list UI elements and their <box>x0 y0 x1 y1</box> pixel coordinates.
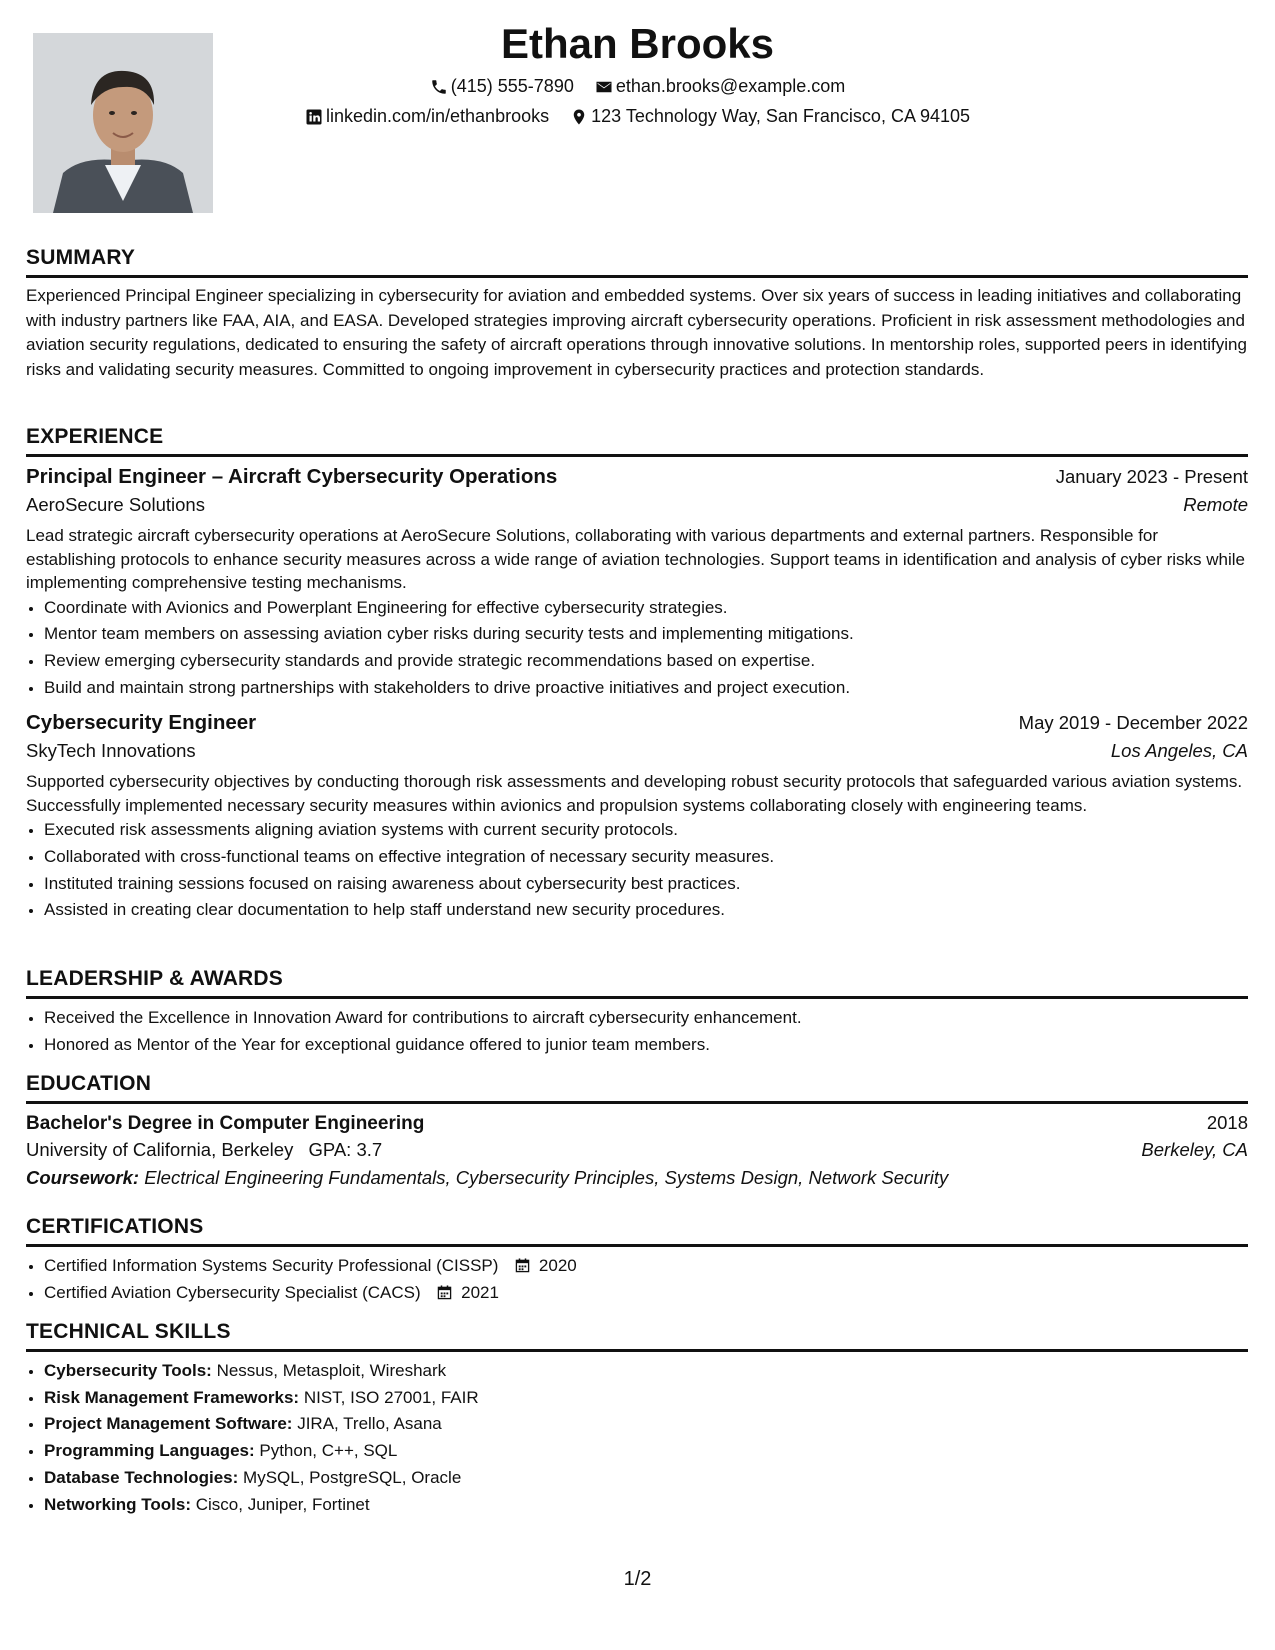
job-title: Principal Engineer – Aircraft Cybersecurity Operations <box>26 465 558 488</box>
list-item <box>44 1358 1248 1385</box>
job-header <box>26 711 1248 735</box>
job-subheader <box>26 494 1248 516</box>
skill-value: MySQL, PostgreSQL, Oracle <box>243 1467 462 1487</box>
education-section <box>26 1071 1248 1189</box>
coursework-label: Coursework: <box>26 1167 140 1188</box>
skill-value: Python, C++, SQL <box>259 1441 398 1461</box>
job-entry <box>26 711 1248 924</box>
list-item: • Review emerging cybersecurity standards and provide strategic recommendations based on expertise. <box>44 648 1248 675</box>
summary-section <box>26 245 1248 382</box>
calendar-icon <box>515 1258 530 1273</box>
list-item: • Executed risk assessments aligning aviation systems with current security protocols. <box>44 817 1248 844</box>
section-title: LEADERSHIP & AWARDS <box>26 966 1248 999</box>
school-location: Berkeley, CA <box>1141 1139 1248 1160</box>
gpa: GPA: 3.7 <box>308 1139 383 1160</box>
school-name: University of California, Berkeley <box>26 1139 294 1160</box>
list-item <box>44 1385 1248 1412</box>
job-company: SkyTech Innovations <box>26 740 196 762</box>
section-title: SUMMARY <box>26 245 1248 278</box>
skills-section <box>26 1319 1248 1518</box>
cert-year: 2020 <box>538 1256 577 1275</box>
list-item: • Received the Excellence in Innovation Award for contributions to aircraft cybersecurity enhancement. <box>44 1005 1248 1032</box>
education-subheader <box>26 1139 1248 1161</box>
address-item <box>570 106 970 127</box>
email-item[interactable] <box>595 76 845 97</box>
job-title: Cybersecurity Engineer <box>26 711 257 735</box>
calendar-icon <box>437 1285 452 1300</box>
skills-list <box>26 1358 1248 1518</box>
phone-icon <box>430 78 448 96</box>
section-title: EDUCATION <box>26 1071 1248 1104</box>
job-location: Los Angeles, CA <box>1110 740 1248 762</box>
skill-label: Programming Languages: <box>44 1441 255 1461</box>
envelope-icon <box>595 78 613 96</box>
experience-section <box>26 424 1248 924</box>
linkedin-item[interactable] <box>305 106 549 127</box>
section-title: TECHNICAL SKILLS <box>26 1319 1248 1352</box>
certifications-section <box>26 1214 1248 1306</box>
list-item <box>44 1411 1248 1438</box>
job-description: Supported cybersecurity objectives by conducting thorough risk assessments and developing robust security protocols that safeguarded various aviation systems. Successfully implemented necessary security measures within avionics and propulsion systems collaborating closely with engineering teams. <box>26 772 1243 815</box>
coursework-line <box>26 1167 1248 1189</box>
graduation-year: 2018 <box>1206 1112 1248 1133</box>
skill-label: Risk Management Frameworks: <box>44 1387 300 1407</box>
skill-label: Cybersecurity Tools: <box>44 1361 212 1380</box>
job-bullets <box>26 817 1248 924</box>
job-company: AeroSecure Solutions <box>26 494 205 515</box>
phone-item <box>430 76 574 97</box>
job-dates: January 2023 - Present <box>1055 466 1248 487</box>
school-line <box>26 1139 382 1161</box>
section-title: CERTIFICATIONS <box>26 1214 1248 1247</box>
skill-value: JIRA, Trello, Asana <box>297 1414 442 1434</box>
map-pin-icon <box>570 108 588 126</box>
skill-value: Cisco, Juniper, Fortinet <box>195 1494 370 1514</box>
certifications-list <box>26 1253 1248 1306</box>
list-item: • Collaborated with cross-functional teams on effective integration of necessary security measures. <box>44 844 1248 871</box>
candidate-name: Ethan Brooks <box>500 20 775 67</box>
linkedin-icon <box>305 108 323 126</box>
email-text[interactable]: ethan.brooks@example.com <box>615 76 846 96</box>
contact-row-2 <box>0 106 1275 131</box>
list-item: • Honored as Mentor of the Year for exceptional guidance offered to junior team members. <box>44 1032 1248 1059</box>
section-title: EXPERIENCE <box>26 424 1248 457</box>
list-item <box>44 1465 1248 1492</box>
cert-name: Certified Information Systems Security Professional (CISSP) <box>44 1256 499 1275</box>
list-item: • Assisted in creating clear documentation to help staff understand new security procedures. <box>44 897 1248 924</box>
list-item: • Instituted training sessions focused on raising awareness about cybersecurity best practices. <box>44 871 1248 898</box>
skill-label: Project Management Software: <box>44 1414 293 1434</box>
leadership-section <box>26 966 1248 1058</box>
job-bullets <box>26 595 1248 702</box>
job-description: Lead strategic aircraft cybersecurity operations at AeroSecure Solutions, collaborating with various departments and external partners. Responsible for establishing protocols to enhance security measures across a wide range of aviation technologies. Support teams in identification and analysis of cyber risks while implementing comprehensive testing mechanisms. <box>26 526 1245 592</box>
job-entry <box>26 465 1248 701</box>
skill-label: Networking Tools: <box>44 1494 192 1514</box>
linkedin-text[interactable]: linkedin.com/in/ethanbrooks <box>325 106 550 126</box>
coursework-text: Electrical Engineering Fundamentals, Cybersecurity Principles, Systems Design, Network Security <box>144 1167 949 1188</box>
job-subheader <box>26 740 1248 762</box>
cert-year: 2021 <box>461 1282 499 1302</box>
phone-text: (415) 555-7890 <box>450 76 574 96</box>
list-item: • Coordinate with Avionics and Powerplant Engineering for effective cybersecurity strategies. <box>44 595 1248 622</box>
list-item <box>44 1253 1248 1280</box>
job-dates: May 2019 - December 2022 <box>1018 712 1248 734</box>
list-item: • Mentor team members on assessing aviation cyber risks during security tests and implementing mitigations. <box>44 621 1248 648</box>
summary-text: Experienced Principal Engineer specializing in cybersecurity for aviation and embedded systems. Over six years of success in leading initiatives and collaborating with industry partners like FAA, AIA, and EASA. Developed strategies improving aircraft cybersecurity operations. Proficient in risk assessment methodologies and aviation security regulations, dedicated to ensuring the safety of aircraft operations through innovative solutions. In mentorship roles, supported peers in identifying risks and validating security measures. Committed to ongoing improvement in cybersecurity practices and protection standards. <box>26 286 1247 379</box>
list-item <box>44 1280 1248 1307</box>
skill-label: Database Technologies: <box>44 1467 239 1487</box>
skill-value: NIST, ISO 27001, FAIR <box>303 1387 479 1407</box>
awards-list <box>26 1005 1248 1058</box>
job-header <box>26 465 1248 489</box>
cert-name: Certified Aviation Cybersecurity Specialist (CACS) <box>44 1282 421 1302</box>
list-item <box>44 1492 1248 1519</box>
list-item <box>44 1438 1248 1465</box>
list-item: • Build and maintain strong partnerships with stakeholders to drive proactive initiatives and project execution. <box>44 675 1248 702</box>
contact-row-1 <box>0 76 1275 101</box>
address-text: 123 Technology Way, San Francisco, CA 94105 <box>591 106 971 126</box>
degree-title: Bachelor's Degree in Computer Engineering <box>26 1113 425 1134</box>
job-location: Remote <box>1183 494 1248 515</box>
skill-value: Nessus, Metasploit, Wireshark <box>216 1361 447 1380</box>
education-header <box>26 1112 1248 1135</box>
page-number: 1/2 <box>623 1568 652 1590</box>
